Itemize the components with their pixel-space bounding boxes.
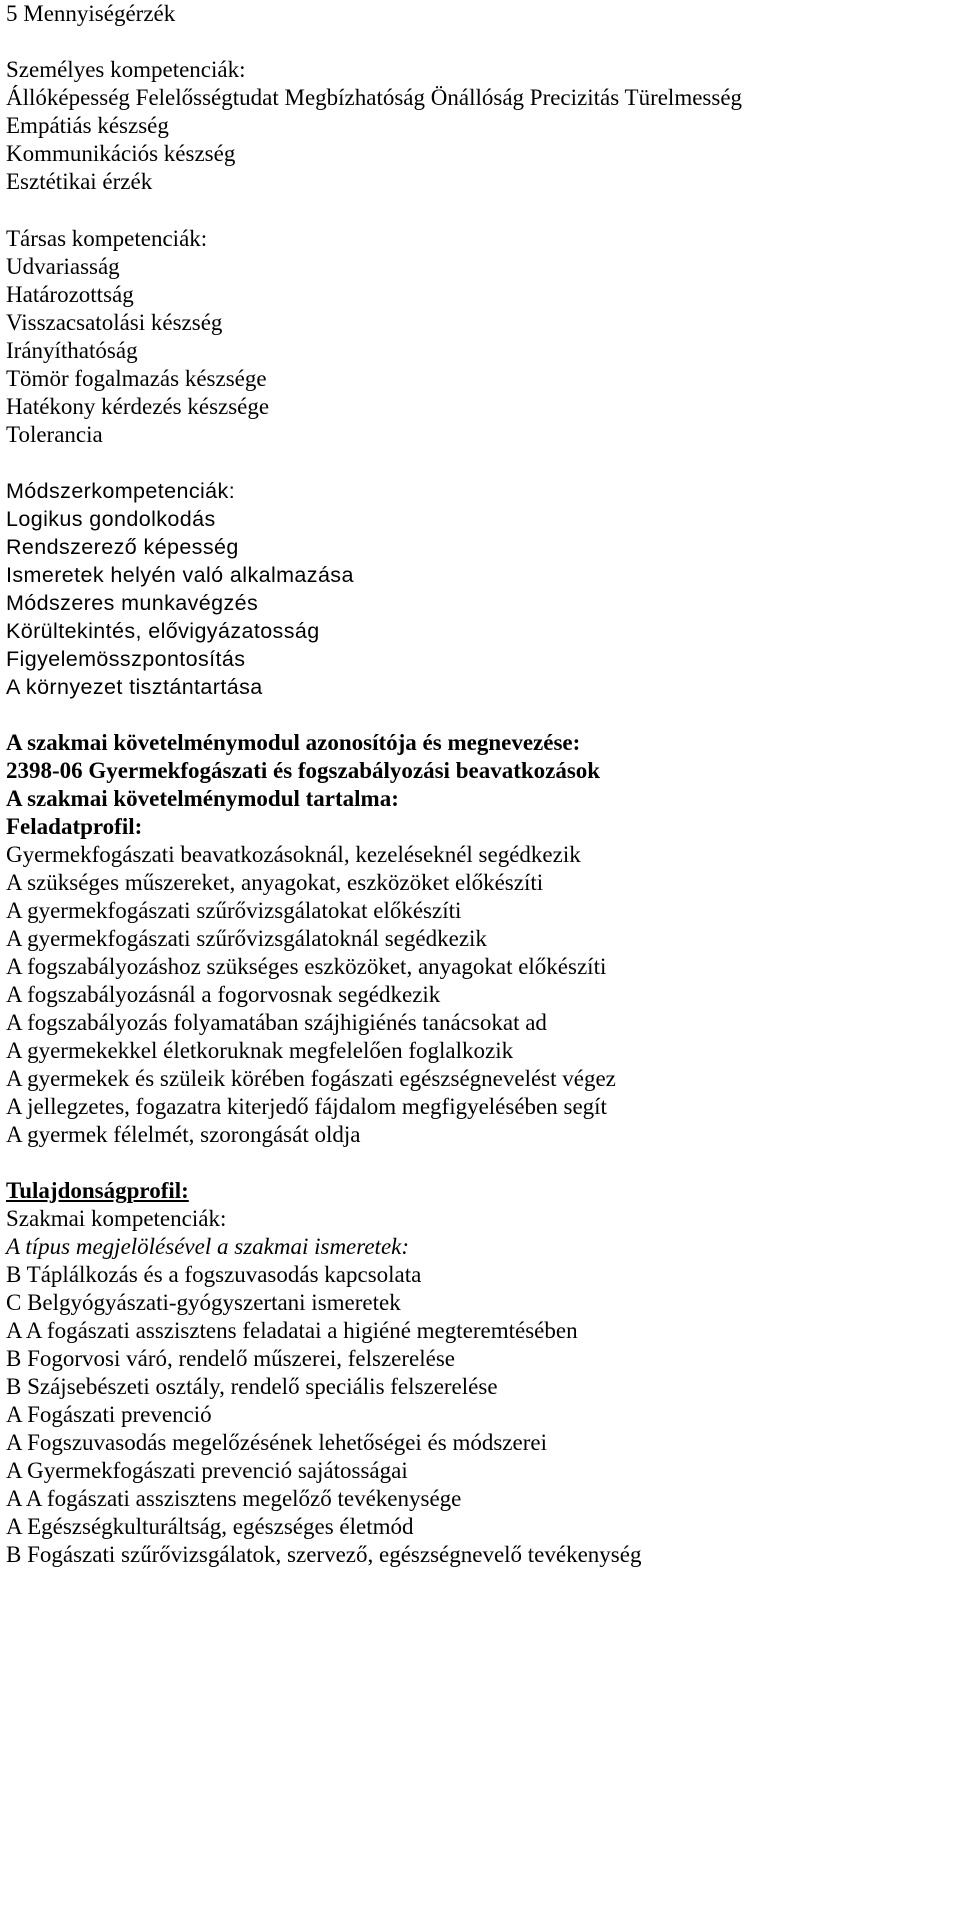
method-competency-item: A környezet tisztántartása [6,675,263,699]
social-competency-item: Hatékony kérdezés készsége [6,394,270,419]
method-competency-item: Módszeres munkavégzés [6,591,259,615]
task-item: A szükséges műszereket, anyagokat, eszközöket előkészíti [6,870,544,895]
social-competency-item: Tolerancia [6,422,103,447]
method-competency-item: Rendszerező képesség [6,535,239,559]
task-item: A jellegzetes, fogazatra kiterjedő fájdalom megfigyelésében segít [6,1094,607,1119]
section-heading: 5 Mennyiségérzék [6,1,176,26]
type-note: A típus megjelölésével a szakmai ismeretek: [6,1234,410,1259]
task-item: A fogszabályozás folyamatában szájhigiénés tanácsokat ad [6,1010,547,1035]
method-competencies-title: Módszerkompetenciák: [6,479,236,503]
knowledge-item: B Fogorvosi váró, rendelő műszerei, felszerelése [6,1346,455,1371]
knowledge-item: B Fogászati szűrővizsgálatok, szervező, egészségnevelő tevékenység [6,1542,642,1567]
personal-competency-item: Empátiás készség [6,113,169,138]
task-item: A gyermekek és szüleik körében fogászati egészségnevelést végez [6,1066,616,1091]
task-item: A gyermekekkel életkoruknak megfelelően foglalkozik [6,1038,514,1063]
knowledge-item: A Fogászati prevenció [6,1402,212,1427]
method-competency-item: Logikus gondolkodás [6,507,216,531]
task-item: A fogszabályozáshoz szükséges eszközöket, anyagokat előkészíti [6,954,607,979]
knowledge-item: A A fogászati asszisztens feladatai a higiéné megteremtésében [6,1318,578,1343]
knowledge-item: A A fogászati asszisztens megelőző tevékenysége [6,1486,462,1511]
social-competency-item: Tömör fogalmazás készsége [6,366,267,391]
property-profile-title: Tulajdonságprofil: [6,1178,189,1203]
module-id-title: A szakmai követelménymodul azonosítója és megnevezése: [6,730,581,755]
social-competencies-title: Társas kompetenciák: [6,226,208,251]
task-item: A gyermek félelmét, szorongását oldja [6,1122,361,1147]
social-competency-item: Visszacsatolási készség [6,310,223,335]
task-item: A gyermekfogászati szűrővizsgálatoknál segédkezik [6,926,487,951]
task-profile-title: Feladatprofil: [6,814,143,839]
knowledge-item: A Gyermekfogászati prevenció sajátosságai [6,1458,408,1483]
module-id-name: 2398-06 Gyermekfogászati és fogszabályozási beavatkozások [6,758,601,783]
task-item: Gyermekfogászati beavatkozásoknál, kezeléseknél segédkezik [6,842,581,867]
module-content-title: A szakmai követelménymodul tartalma: [6,786,399,811]
personal-competency-item: Kommunikációs készség [6,141,236,166]
task-item: A gyermekfogászati szűrővizsgálatokat előkészíti [6,898,462,923]
social-competency-item: Udvariasság [6,254,120,279]
method-competency-item: Figyelemösszpontosítás [6,647,246,671]
knowledge-item: B Táplálkozás és a fogszuvasodás kapcsolata [6,1262,422,1287]
personal-competency-item: Esztétikai érzék [6,169,153,194]
knowledge-item: A Egészségkulturáltság, egészséges életmód [6,1514,414,1539]
social-competency-item: Határozottság [6,282,134,307]
method-competency-item: Körültekintés, elővigyázatosság [6,619,320,643]
method-competency-item: Ismeretek helyén való alkalmazása [6,563,354,587]
knowledge-item: C Belgyógyászati-gyógyszertani ismeretek [6,1290,401,1315]
knowledge-item: B Szájsebészeti osztály, rendelő speciális felszerelése [6,1374,498,1399]
personal-competencies-title: Személyes kompetenciák: [6,57,246,82]
social-competency-item: Irányíthatóság [6,338,138,363]
professional-competencies-title: Szakmai kompetenciák: [6,1206,227,1231]
knowledge-item: A Fogszuvasodás megelőzésének lehetőségei és módszerei [6,1430,547,1455]
personal-competency-item: Állóképesség Felelősségtudat Megbízhatóság Önállóság Precizitás Türelmesség [6,85,743,110]
task-item: A fogszabályozásnál a fogorvosnak segédkezik [6,982,441,1007]
